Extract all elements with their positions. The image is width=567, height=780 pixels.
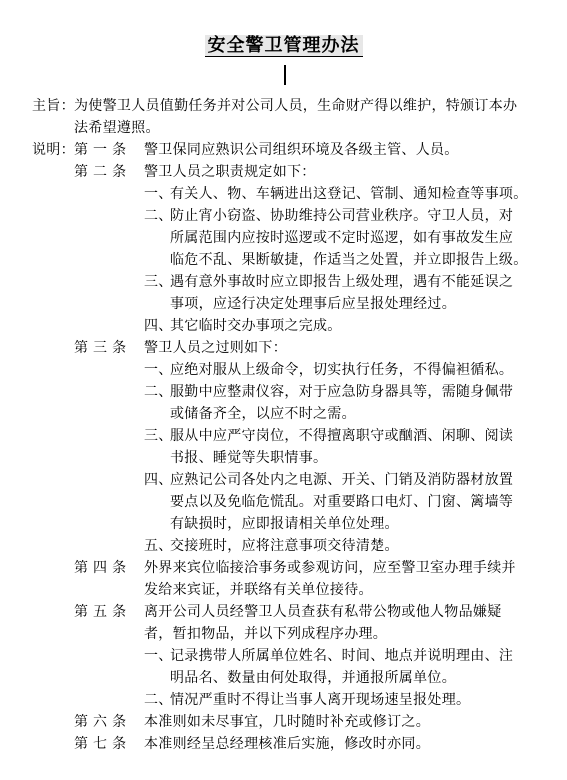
article-label: 第 七 条 — [74, 736, 127, 752]
article-item-marker: 四、 — [144, 472, 173, 488]
text-cursor — [284, 65, 286, 85]
article-label: 第 二 条 — [74, 164, 127, 180]
article-label: 第 三 条 — [74, 340, 127, 356]
article-text-line: 离开公司人员经警卫人员查获有私带公物或他人物品嫌疑 — [144, 604, 502, 620]
article-item-text-line: 或储备齐全，以应不时之需。 — [170, 406, 356, 422]
article-item-marker: 一、 — [144, 186, 173, 202]
article-item-text-line: 服勤中应整肃仪容，对于应急防身器具等，需随身佩带 — [170, 384, 514, 400]
article-text-line: 警卫人员之过则如下： — [144, 340, 287, 356]
article-text-line: 警卫保同应熟识公司组织环境及各级主管、人员。 — [144, 142, 459, 158]
article-item-marker: 五、 — [144, 538, 173, 554]
article-item-marker: 二、 — [144, 208, 173, 224]
explanation-label: 说明： — [32, 142, 75, 158]
article-item-text-line: 交接班时，应将注意事项交待清楚。 — [170, 538, 399, 554]
article-item-text-line: 遇有意外事故时应立即报告上级处理，遇有不能延误之 — [170, 274, 514, 290]
document-title — [0, 34, 567, 58]
article-item-text-line: 书报、睡觉等失职情事。 — [170, 450, 328, 466]
article-item-marker: 二、 — [144, 692, 173, 708]
document-title-text: 安全警卫管理办法 — [205, 35, 363, 57]
article-item-text-line: 其它临时交办事项之完成。 — [170, 318, 342, 334]
article-item-text-line: 情况严重时不得让当事人离开现场速呈报处理。 — [170, 692, 471, 708]
article-label: 第 四 条 — [74, 560, 127, 576]
article-item-text-line: 应绝对服从上级命令，切实执行任务，不得偏袒循私。 — [170, 362, 514, 378]
purpose-label: 主旨： — [32, 98, 75, 114]
article-item-text-line: 记录携带人所属单位姓名、时间、地点并说明理由、注 — [170, 648, 514, 664]
article-item-text-line: 应熟记公司各处内之电源、开关、门销及消防器材放置 — [170, 472, 514, 488]
article-item-marker: 三、 — [144, 428, 173, 444]
article-item-text-line: 服从中应严守岗位，不得擅离职守或酗酒、闲聊、阅读 — [170, 428, 514, 444]
article-text-line: 本准则如未尽事宜，几时随时补充或修订之。 — [144, 714, 430, 730]
article-item-marker: 一、 — [144, 362, 173, 378]
article-item-text-line: 有缺损时，应即报请相关单位处理。 — [170, 516, 399, 532]
article-item-text-line: 所属范围内应按时巡逻或不定时巡逻，如有事故发生应 — [170, 230, 514, 246]
article-item-text-line: 明品名、数量由何处取得，并通报所属单位。 — [170, 670, 456, 686]
article-text-line: 警卫人员之职责规定如下： — [144, 164, 316, 180]
article-item-text-line: 临危不乱、果断敏捷，作适当之处置，并立即报告上级。 — [170, 252, 528, 268]
article-text-line: 者，暂扣物品，并以下列成程序办理。 — [144, 626, 388, 642]
article-item-marker: 二、 — [144, 384, 173, 400]
article-item-text-line: 防止宵小窃盗、协助维持公司营业秩序。守卫人员，对 — [170, 208, 514, 224]
article-text-line: 外界来宾位临接洽事务或参观访问，应至警卫室办理手续并 — [144, 560, 516, 576]
article-label: 第 一 条 — [74, 142, 127, 158]
article-item-text-line: 有关人、物、车辆进出这登记、管制、通知检查等事项。 — [170, 186, 528, 202]
purpose-text-line: 法希望遵照。 — [74, 120, 160, 136]
article-label: 第 六 条 — [74, 714, 127, 730]
article-label: 第 五 条 — [74, 604, 127, 620]
purpose-text-line: 为使警卫人员值勤任务并对公司人员，生命财产得以维护，特颁订本办 — [74, 98, 518, 114]
article-item-text-line: 事项，应迳行决定处理事后应呈报处理经过。 — [170, 296, 456, 312]
article-text-line: 本准则经呈总经理核准后实施，修改时亦同。 — [144, 736, 430, 752]
article-item-marker: 三、 — [144, 274, 173, 290]
article-item-marker: 一、 — [144, 648, 173, 664]
article-item-text-line: 要点以及免临危慌乱。对重要路口电灯、门窗、篱墙等 — [170, 494, 514, 510]
article-text-line: 发给来宾证，并联络有关单位接待。 — [144, 582, 373, 598]
article-item-marker: 四、 — [144, 318, 173, 334]
